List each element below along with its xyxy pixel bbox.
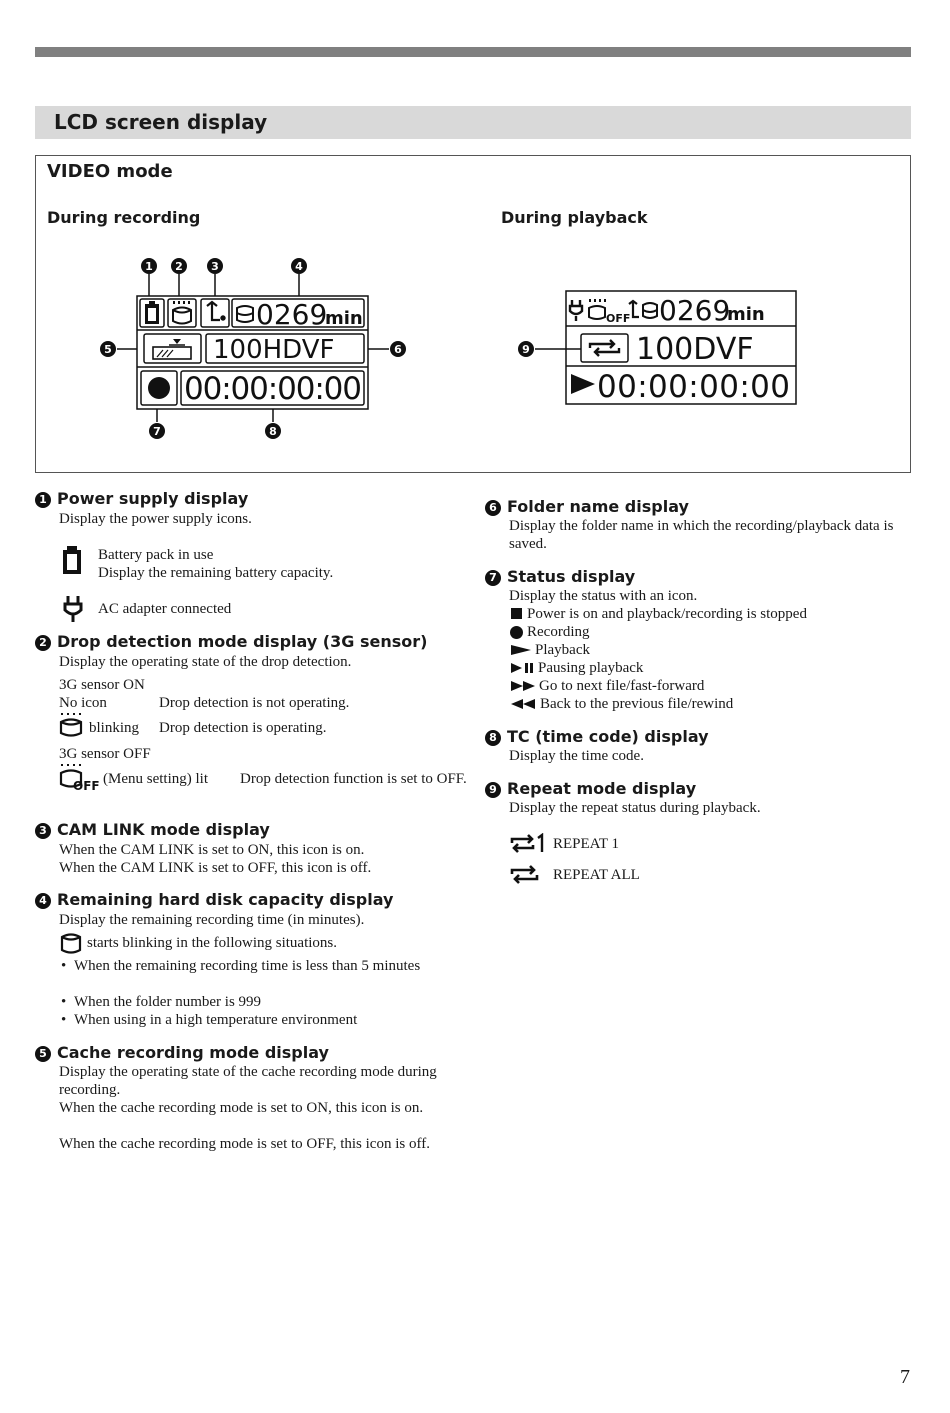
recording-lcd-diagram [91, 246, 421, 446]
top-rule [35, 47, 911, 57]
playback-label: During playback [501, 208, 648, 227]
svg-text:4: 4 [295, 260, 303, 273]
fast-forward-icon [510, 680, 536, 692]
sensor-on-label: 3G sensor ON [59, 677, 145, 693]
drop-sensor-off-icon [59, 763, 101, 791]
item-4-bullet-1: When the remaining recording time is less than 5 minutes [74, 958, 421, 974]
section-title: LCD screen display [54, 110, 268, 134]
menu-lit-label: (Menu setting) lit [103, 771, 208, 787]
panel-title: VIDEO mode [47, 161, 173, 182]
hdd-icon [60, 932, 82, 956]
item-4-bullet-3: When using in a high temperature environment [74, 1012, 358, 1028]
play-folder: 100DVF [636, 332, 754, 367]
item-5-p1: Display the operating state of the cache recording mode during recording. [59, 1064, 437, 1098]
repeat-one-icon [509, 833, 547, 853]
video-mode-panel [35, 155, 911, 473]
svg-text:OFF: OFF [606, 312, 631, 325]
rec-folder: 100HDVF [213, 335, 335, 365]
status-recording: Recording [527, 624, 590, 640]
sensor-off-label: 3G sensor OFF [59, 746, 151, 762]
playback-status-icon [571, 374, 595, 394]
status-pause: Pausing playback [538, 660, 644, 676]
item-8-desc: Display the time code. [509, 748, 644, 764]
battery-line2: Display the remaining battery capacity. [98, 565, 334, 581]
item-5-p2: When the cache recording mode is set to ON, this icon is on. [59, 1100, 424, 1116]
stop-icon [511, 608, 522, 619]
svg-text:7: 7 [153, 425, 161, 438]
drop-sensor-icon [173, 301, 191, 324]
recording-label: During recording [47, 208, 201, 227]
item-4-desc: Display the remaining recording time (in minutes). [59, 912, 365, 928]
battery-icon [145, 301, 159, 324]
svg-text:5: 5 [104, 343, 112, 356]
bullet-mark: • [61, 1012, 67, 1028]
cache-icon [153, 339, 191, 359]
record-icon [510, 626, 523, 639]
drop-sensor-icon [59, 712, 83, 738]
battery-icon [61, 545, 83, 575]
hdd-icon [237, 306, 253, 322]
svg-text:8: 8 [269, 425, 277, 438]
item-3-heading: 3 CAM LINK mode display [35, 820, 270, 839]
item-8-heading: 8 TC (time code) display [485, 727, 709, 746]
rec-capacity: 0269 [256, 298, 328, 331]
ac-text: AC adapter connected [98, 601, 232, 617]
item-4-bullet-2: When the folder number is 999 [74, 994, 262, 1010]
svg-text:9: 9 [522, 343, 530, 356]
ac-plug-icon [570, 300, 582, 321]
cam-link-icon [629, 301, 639, 317]
item-3-line2: When the CAM LINK is set to OFF, this icon is off. [59, 860, 372, 876]
status-rewind: Back to the previous file/rewind [540, 696, 734, 712]
status-stopped: Power is on and playback/recording is stopped [527, 606, 807, 622]
blinking-label: blinking [89, 720, 140, 736]
svg-text:OFF: OFF [73, 779, 100, 791]
repeat-all-label: REPEAT ALL [553, 867, 640, 883]
play-capacity: 0269 [659, 294, 731, 327]
repeat-all-icon [509, 864, 541, 884]
svg-text:1: 1 [145, 260, 153, 273]
play-icon [510, 644, 532, 656]
item-6-heading: 6 Folder name display [485, 497, 689, 516]
svg-text:6: 6 [394, 343, 402, 356]
item-9-desc: Display the repeat status during playback. [509, 800, 761, 816]
status-playback: Playback [535, 642, 590, 658]
ac-adapter-icon [62, 595, 84, 623]
cam-link-icon [207, 302, 225, 320]
no-icon-desc: Drop detection is not operating. [159, 695, 350, 711]
play-pause-icon [510, 662, 534, 674]
rewind-icon [510, 698, 536, 710]
section-header [35, 106, 911, 139]
blinking-desc: Drop detection is operating. [159, 720, 327, 736]
record-status-icon [148, 377, 170, 399]
rec-timecode: 00:00:00:00 [184, 371, 362, 407]
item-4-blink: starts blinking in the following situations. [87, 935, 337, 951]
drop-sensor-off-icon [589, 299, 605, 319]
item-2-desc: Display the operating state of the drop detection. [59, 654, 352, 670]
item-7-desc: Display the status with an icon. [509, 588, 698, 604]
item-6-desc: Display the folder name in which the recording/playback data is saved. [509, 518, 894, 552]
item-9-heading: 9 Repeat mode display [485, 779, 696, 798]
item-4-heading: 4 Remaining hard disk capacity display [35, 890, 393, 909]
svg-text:3: 3 [211, 260, 219, 273]
play-timecode: 00:00:00:00 [597, 369, 790, 405]
item-1-desc: Display the power supply icons. [59, 511, 252, 527]
item-3-line1: When the CAM LINK is set to ON, this icon is on. [59, 842, 365, 858]
no-icon-label: No icon [59, 695, 107, 711]
battery-line1: Battery pack in use [98, 547, 214, 563]
item-5-p3: When the cache recording mode is set to OFF, this icon is off. [59, 1136, 430, 1152]
repeat-1-label: REPEAT 1 [553, 836, 619, 852]
bullet-mark: • [61, 958, 67, 974]
item-1-heading: 1 Power supply display [35, 489, 248, 508]
off-desc: Drop detection function is set to OFF. [240, 771, 467, 787]
rec-unit: min [325, 308, 363, 329]
svg-text:2: 2 [175, 260, 183, 273]
play-unit: min [727, 304, 765, 325]
status-fast-forward: Go to next file/fast-forward [539, 678, 705, 694]
item-2-heading: 2 Drop detection mode display (3G sensor) [35, 632, 427, 651]
item-5-heading: 5 Cache recording mode display [35, 1043, 329, 1062]
playback-lcd-diagram [511, 286, 811, 411]
hdd-icon [643, 303, 657, 318]
item-7-heading: 7 Status display [485, 567, 635, 586]
bullet-mark: • [61, 994, 67, 1010]
page-number: 7 [900, 1366, 910, 1388]
